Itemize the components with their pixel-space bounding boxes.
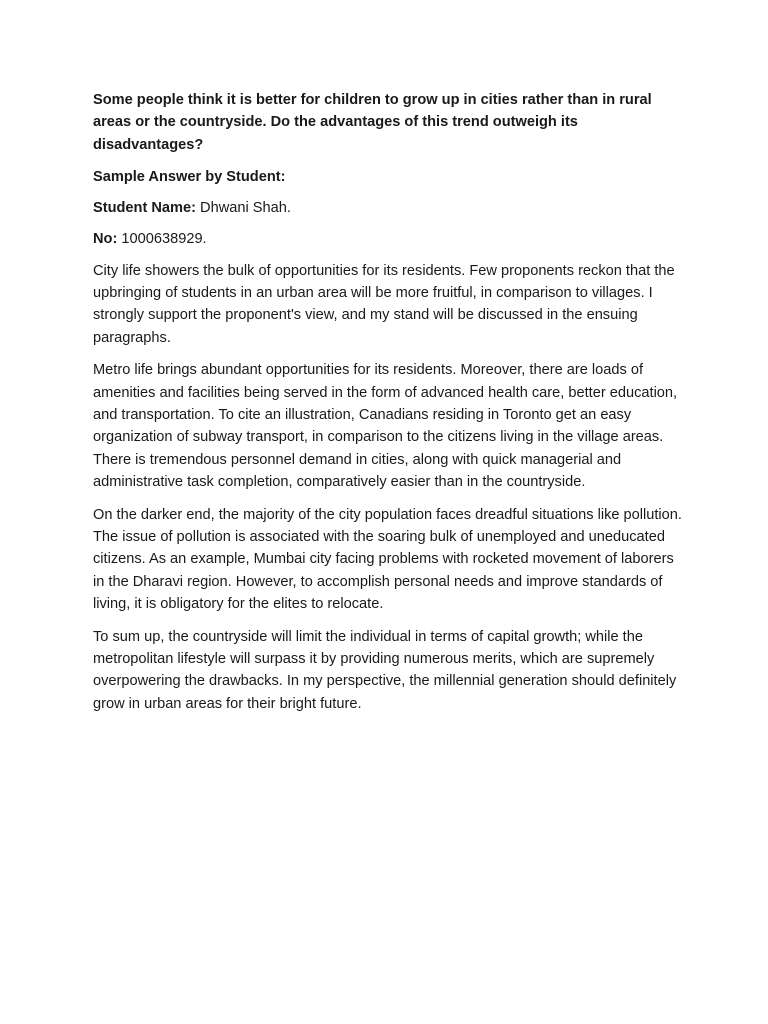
student-number-line [93, 228, 683, 250]
student-number-label: No: [93, 231, 118, 248]
student-name-line [93, 197, 683, 219]
paragraph-disadvantages: On the darker end, the majority of the city population faces dreadful situations like pollution. The issue of pollution is associated with the soaring bulk of unemployed and uneducated citizens. As an example, Mumbai city facing problems with rocketed movement of laborers in the Dharavi region. However, to accomplish personal needs and improve standards of living, it is obligatory for the elites to relocate. [93, 506, 682, 612]
sample-heading: Sample Answer by Student: [93, 168, 286, 185]
student-name-value: Dhwani Shah. [200, 200, 291, 217]
essay-question: Some people think it is better for children to grow up in cities rather than in rural areas or the countryside. Do the advantages of this trend outweigh its disadvantages? [93, 92, 652, 153]
student-number-value: 1000638929. [121, 231, 207, 248]
document-page [93, 89, 683, 725]
paragraph-conclusion: To sum up, the countryside will limit the individual in terms of capital growth; while the metropolitan lifestyle will surpass it by providing numerous merits, which are supremely overpowering the drawbacks. In my perspective, the millennial generation should definitely grow in urban areas for their bright future. [93, 628, 677, 712]
student-name-label: Student Name: [93, 200, 196, 217]
paragraph-advantages: Metro life brings abundant opportunities for its residents. Moreover, there are loads of amenities and facilities being served in the form of advanced health care, better education, and transportation. To cite an illustration, Canadians residing in Toronto get an easy organization of subway transport, in comparison to the citizens living in the village areas. There is tremendous personnel demand in cities, along with quick managerial and administrative task completion, comparatively easier than in the countryside. [93, 362, 678, 490]
paragraph-intro: City life showers the bulk of opportunities for its residents. Few proponents reckon that the upbringing of students in an urban area will be more fruitful, in comparison to villages. I strongly support the proponent's view, and my stand will be discussed in the ensuing paragraphs. [93, 262, 675, 346]
